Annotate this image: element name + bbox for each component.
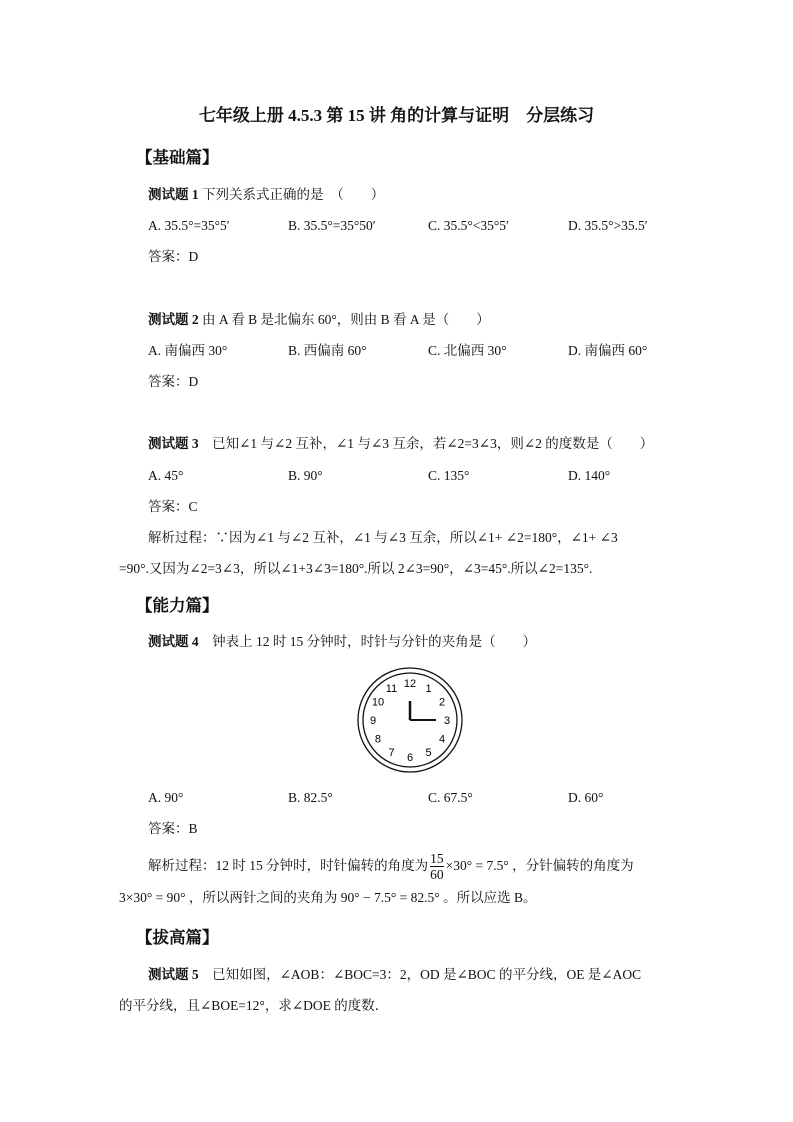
q2-label: 测试题 2 (148, 312, 199, 327)
q4-option-a: A. 90° (148, 790, 184, 805)
q1-option-a: A. 35.5°=35°5′ (148, 218, 230, 233)
q4-option-c: C. 67.5° (428, 790, 473, 805)
q3-analysis-line2: =90°.又因为∠2=3∠3，所以∠1+3∠3=180°.所以 2∠3=90°，∠3=45°.所以∠2=135°. (119, 561, 593, 576)
clock-number: 5 (425, 747, 432, 760)
clock-number: 4 (438, 733, 446, 746)
q2-option-c: C. 北偏西 30° (428, 343, 507, 358)
q1-option-c: C. 35.5°<35°5′ (428, 218, 509, 233)
fraction-denominator: 60 (430, 867, 444, 883)
q3-label: 测试题 3 (148, 436, 199, 451)
q4-analysis-line2: 3×30° = 90° ，所以两针之间的夹角为 90° − 7.5° = 82.5° 。所以应选 B。 (119, 890, 537, 905)
q4-label: 测试题 4 (148, 634, 199, 649)
q2-answer: 答案：D (148, 374, 199, 389)
clock-number: 12 (403, 678, 417, 690)
q3-text: 已知∠1 与∠2 互补，∠1 与∠3 互余，若∠2=3∠3，则∠2 的度数是（ ） (212, 436, 654, 451)
q3-stem (148, 435, 653, 453)
q3-analysis-line1: 解析过程：∵因为∠1 与∠2 互补，∠1 与∠3 互余，所以∠1+ ∠2=180°，∠1+ ∠3 (148, 530, 618, 545)
clock-number: 1 (425, 682, 432, 695)
analysis-text: 解析过程：12 时 15 分钟时，时针偏转的角度为 (148, 858, 429, 873)
analysis-text: ×30° = 7.5° ，分针偏转的角度为 (445, 858, 634, 873)
clock-number: 9 (369, 715, 377, 727)
q3-answer: 答案：C (148, 499, 198, 514)
clock-number: 3 (443, 715, 451, 727)
q3-option-a: A. 45° (148, 468, 184, 483)
q3-option-b: B. 90° (288, 468, 323, 483)
q1-label: 测试题 1 (148, 187, 199, 202)
q4-answer: 答案：B (148, 821, 198, 836)
q4-option-b: B. 82.5° (288, 790, 333, 805)
clock-number: 7 (388, 747, 395, 760)
clock-number: 8 (374, 733, 382, 746)
q4-stem (148, 633, 536, 651)
q5-text: 已知如图，∠AOB：∠BOC=3：2，OD 是∠BOC 的平分线，OE 是∠AOC (212, 967, 642, 982)
q1-option-d: D. 35.5°>35.5′ (568, 218, 648, 233)
q3-option-c: C. 135° (428, 468, 470, 483)
clock-number: 11 (385, 682, 398, 695)
q2-option-d: D. 南偏西 60° (568, 343, 648, 358)
q2-stem (148, 311, 490, 329)
clock-figure (356, 666, 464, 774)
q3-option-d: D. 140° (568, 468, 611, 483)
q2-text: 由 A 看 B 是北偏东 60°，则由 B 看 A 是（ ） (202, 312, 490, 327)
q2-option-a: A. 南偏西 30° (148, 343, 228, 358)
q1-answer: 答案：D (148, 249, 199, 264)
q4-analysis-line1 (148, 848, 634, 884)
clock-number: 10 (371, 696, 385, 709)
q1-text: 下列关系式正确的是 （ ） (202, 187, 385, 202)
fraction-numerator: 15 (430, 851, 444, 867)
q4-option-d: D. 60° (568, 790, 604, 805)
page-title: 七年级上册 4.5.3 第 15 讲 角的计算与证明 分层练习 (198, 106, 595, 125)
section-advanced: 【拔高篇】 (136, 928, 219, 947)
fraction (430, 851, 444, 882)
q5-stem (148, 966, 641, 984)
q4-text: 钟表上 12 时 15 分钟时，时针与分针的夹角是（ ） (212, 634, 537, 649)
section-ability: 【能力篇】 (136, 596, 219, 615)
section-basic: 【基础篇】 (136, 148, 219, 167)
q1-option-b: B. 35.5°=35°50′ (288, 218, 376, 233)
q5-label: 测试题 5 (148, 967, 199, 982)
q5-stem-line2: 的平分线，且∠BOE=12°，求∠DOE 的度数． (119, 998, 389, 1013)
clock-number: 2 (438, 696, 446, 709)
clock-number: 6 (406, 752, 414, 764)
q1-stem (148, 186, 384, 204)
q2-option-b: B. 西偏南 60° (288, 343, 367, 358)
